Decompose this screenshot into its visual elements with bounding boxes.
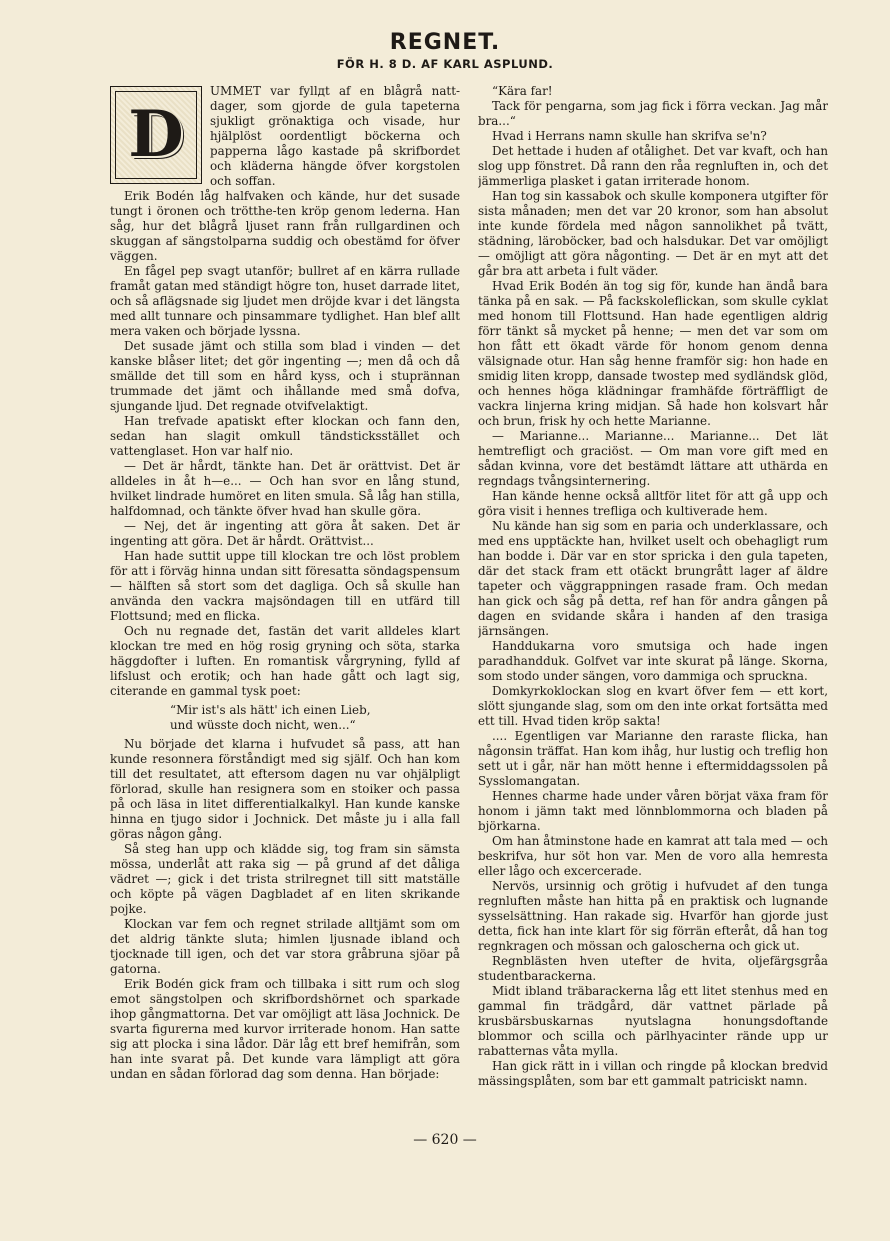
letter-salutation: “Kära far! (492, 84, 553, 98)
paragraph: — Marianne... Marianne... Marianne... Det lät hemtrefligt och graciöst. — Om man vore gift med en sådan kvinna, vore det bestämdt lättare att uthärda en regndags tvångsinternering. (478, 429, 828, 488)
paragraph: Hvad i Herrans namn skulle han skrifva se'n? (492, 129, 767, 143)
poem-quote (110, 703, 460, 733)
paragraph: Så steg han upp och klädde sig, tog fram sin sämsta mössa, underlåt att raka sig — på grund af det dåliga vädret —; gick i det trista strilregnet till sitt matställe och köpte på vägen Dagbladet af en liten skrikande pojke. (110, 842, 460, 916)
paragraph: Nervös, ursinnig och grötig i hufvudet af den tunga regnluften måste han hitta på en praktisk och lugnande sysselsättning. Han rakade sig. Hvarför han gjorde just detta, fick han inte klart för sig förrän efteråt, då han tog regnkragen och mössan och galoscherna och gick ut. (478, 879, 828, 953)
page-number: — 620 — (413, 1132, 477, 1148)
paragraph: Erik Bodén gick fram och tillbaka i sitt rum och slog emot sängstolpen och skrifbordshörnet och sparkade ihop gångmattorna. Det var omöjligt att läsa Jochnick. De svarta figurerna med kurvor irriterade honom. Han satte sig att plocka i sina lådor. Där låg ett bref hemifrån, som han inte svarat på. Det kunde vara lämpligt att göra undan en sådan förlorad dag som denna. Han började: (110, 977, 460, 1081)
paragraph: Domkyrkoklockan slog en kvart öfver fem — ett kort, slött sjungande slag, som om den inte orkat fortsätta med ett till. Hvad tiden kröp sakta! (478, 684, 828, 728)
paragraph: Nu kände han sig som en paria och underklassare, och med ens upptäckte han, hvilket uselt och obehagligt rum han bodde i. Där var en stor spricka i den gula tapeten, där det stack fram ett otäckt brungrått lager af äldre tapeter och väggrappningen rasade fram. Och medan han gick och såg på detta, ref han för andra gången på dagen en svidande skåra i handen af den trasiga järnsängen. (478, 519, 828, 638)
paragraph: Klockan var fem och regnet strilade alltjämt som om det aldrig tänkte sluta; himlen ljusnade ibland och tjocknade till igen, och det var stora gråbruna sjöar på gatorna. (110, 917, 460, 976)
poem-line: und wüsste doch nicht, wen...“ (170, 718, 356, 732)
paragraph: Han kände henne också alltför litet för att gå upp och göra visit i hennes trefliga och kultiverade hem. (478, 489, 828, 518)
poem-line: “Mir ist's als hätt' ich einen Lieb, (170, 703, 371, 717)
drop-cap-letter: D (128, 97, 184, 172)
paragraph: Hennes charme hade under våren börjat växa fram för honom i jämn takt med lönnblommorna och bladen på björkarna. (478, 789, 828, 833)
paragraph: Nu började det klarna i hufvudet så pass, att han kunde resonnera förståndigt med sig själf. Och han kom till det resultatet, att eftersom dagen nu var ohjälpligt förlorad, skulle han resignera som en stoiker och passa på och läsa in litet differentialkalkyl. Han kunde kanske hinna en tjugo sidor i Jochnick. Det måste ju i alla fall göras någon gång. (110, 737, 460, 841)
paragraph: Tack för pengarna, som jag fick i förra veckan. Jag mår bra...“ (478, 99, 828, 128)
paragraph: Om han åtminstone hade en kamrat att tala med — och beskrifva, hur söt hon var. Men de voro alla hemresta eller lågo och excercerade. (478, 834, 828, 878)
paragraph: Han gick rätt in i villan och ringde på klockan bredvid mässingsplåten, som bar ett gammalt patriciskt namn. (478, 1059, 828, 1088)
ornamental-drop-cap (110, 86, 202, 184)
paragraph: Erik Bodén låg halfvaken och kände, hur det susade tungt i öronen och trötthe-ten kröp genom lederna. Han såg, hur det blågrå ljuset rann från rullgardinen och skuggan af sängstolparna suddig och obestämd for öfver väggen. (110, 189, 460, 263)
paragraph: .... Egentligen var Marianne den raraste flicka, han någonsin träffat. Han kom ihåg, hur lustig och treflig hon sett ut i går, när han mött henne i eftermiddagssolen på Sysslomangatan. (478, 729, 828, 788)
left-column (110, 84, 460, 1129)
paragraph: Regnblästen hven utefter de hvita, oljefärgsgråa studentbarackerna. (478, 954, 828, 983)
paragraph: — Nej, det är ingenting att göra åt saken. Det är ingenting att göra. Det är hårdt. Orättvist... (110, 519, 460, 548)
paragraph: Han tog sin kassabok och skulle komponera utgifter för sista månaden; men det var 20 kronor, som han absolut inte kunde fördela med någon sannolikhet på tvätt, städning, läroböcker, bad och halsdukar. Det var omöjligt — omöjligt att göra någonting. — Det är en myt att det går bra att arbeta i fult väder. (478, 189, 828, 278)
paragraph: Han hade suttit uppe till klockan tre och löst problem för att i förväg hinna undan sitt föresatta söndagspensum — hälften så stort som det dagliga. Och så skulle han använda den vackra majsöndagen till en utfärd till Flottsund; med en flicka. (110, 549, 460, 623)
story-title: REGNET. (389, 30, 501, 55)
paragraph: Midt ibland träbarackerna låg ett litet stenhus med en gammal fin trädgård, där vattnet pärlade på krusbärsbuskarnas nyutslagna honungsdoftande blommor och scilla och pärlhyacinter rände upp ur rabatternas våta mylla. (478, 984, 828, 1058)
paragraph: Det hettade i huden af otålighet. Det var kvaft, och han slog upp fönstret. Då rann den råa regnluften in, och det jämmerliga plasket i gatan irriterade honom. (478, 144, 828, 188)
byline: FÖR H. 8 D. AF KARL ASPLUND. (336, 57, 554, 71)
paragraph: Hvad Erik Bodén än tog sig för, kunde han ändå bara tänka på en sak. — På fackskoleflickan, som skulle cyklat med honom till Flottsund. Han hade egentligen aldrig förr tänkt så mycket på henne; — men det var som om hon fått ett ökadt värde för honom genom denna välsignade otur. Han såg henne framför sig: hon hade en smidig liten kropp, dansade twostep med sydländsk glöd, och hennes höga klädningar framhäfde förträffligt de vackra linjerna kring midjan. Så hade hon kolsvart hår och brun, frisk hy och hette Marianne. (478, 279, 828, 428)
paragraph: Och nu regnade det, fastän det varit alldeles klart klockan tre med en hög rosig gryning och söta, starka häggdofter i luften. En romantisk vårgryning, fylld af lifslust och erotik; och han hade gått och lagt sig, citerande en gammal tysk poet: (110, 624, 460, 698)
paragraph: — Det är hårdt, tänkte han. Det är orättvist. Det är alldeles in åt h—e... — Och han svor en lång stund, hvilket lindrade humöret en liten smula. Så låg han stilla, halfdomnad, och tänkte öfver hvad han skulle göra. (110, 459, 460, 518)
paragraph: En fågel pep svagt utanför; bullret af en kärra rullade framåt gatan med ständigt högre ton, huset darrade litet, och så aflägsnade sig ljudet men dröjde kvar i det längsta med allt tunnare och pinsammare tydlighet. Han blef allt mera vaken och började lyssna. (110, 264, 460, 338)
paragraph: Det susade jämt och stilla som blad i vinden — det kanske blåser litet; det gör ingenting —; men då och då smällde det till som en hård kyss, och i stuprännan trummade det jämt och ihållande med små dofva, sjungande ljud. Det regnade otvifvelaktigt. (110, 339, 460, 413)
paragraph: Han trefvade apatiskt efter klockan och fann den, sedan han slagit omkull tändsticksstället och vattenglaset. Hon var half nio. (110, 414, 460, 458)
paragraph: UMMET var fyllдt af en blågrå natt-dager, som gjorde de gula tapeterna sjukligt grönaktiga och visade, hur hjälplöst oordentligt böckerna och papperna lågo kastade på skrifbordet och kläderna hängde öfver korgstolen och soffan. (210, 84, 460, 188)
paragraph: Handdukarna voro smutsiga och hade ingen paradhandduk. Golfvet var inte skurat på länge. Skorna, som stodo under sängen, voro dammiga och spruckna. (478, 639, 828, 683)
right-column (478, 84, 828, 1129)
